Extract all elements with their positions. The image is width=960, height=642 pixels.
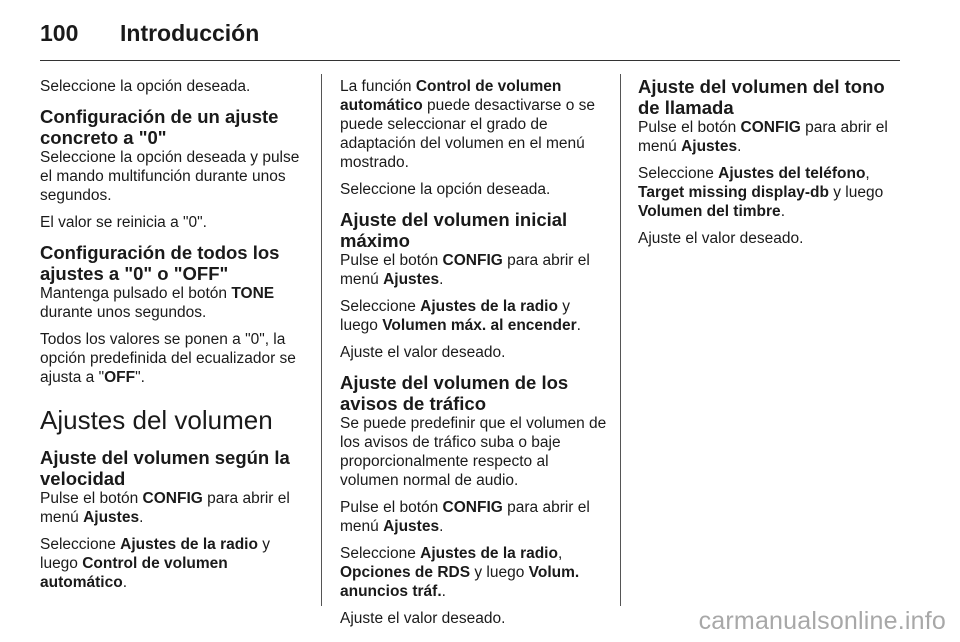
paragraph: Ajuste el valor deseado. [340,344,506,361]
button-name-tone: TONE [231,285,275,302]
heading-volumen-velocidad: Ajuste del volumen según la velocidad [40,447,290,489]
section-heading-ajustes-volumen: Ajustes del volumen [40,405,273,435]
column-1 [40,74,308,600]
page-header [40,18,900,58]
paragraph: Pulse el botón CONFIG para abrir el menú Ajustes. [40,490,290,526]
watermark: carmanualsonline.info [698,607,946,635]
paragraph: La función Control de volumen automático puede desactivarse o se puede seleccionar el grado de adaptación del volumen en el menú mostrado. [340,78,596,171]
paragraph: Ajuste el valor deseado. [638,230,804,247]
paragraph: Seleccione la opción deseada. [340,181,551,198]
paragraph: Seleccione Ajustes de la radio y luego Control de volumen automático. [40,536,271,591]
paragraph: Seleccione Ajustes de la radio, Opciones de RDS y luego Volum. anuncios tráf.. [340,545,580,600]
paragraph: Pulse el botón CONFIG para abrir el menú Ajustes. [638,119,888,155]
paragraph: Pulse el botón CONFIG para abrir el menú Ajustes. [340,252,590,288]
page-number: 100 [40,20,79,46]
value-off: OFF [104,369,136,386]
heading-todos-ajustes: Configuración de todos los ajustes a "0" o "OFF" [40,242,280,284]
paragraph: El valor se reinicia a "0". [40,214,207,231]
paragraph: Seleccione Ajustes del teléfono, Target missing display-db y luego Volumen del timbre. [638,165,884,220]
page-title: Introducción [120,20,260,46]
paragraph: Pulse el botón CONFIG para abrir el menú Ajustes. [340,499,590,535]
paragraph: Seleccione la opción deseada y pulse el mando multifunción durante unos segundos. [40,149,300,204]
heading-ajuste-concreto: Configuración de un ajuste concreto a "0" [40,106,279,148]
column-2 [340,74,608,636]
heading-volumen-inicial: Ajuste del volumen inicial máximo [340,209,568,251]
column-3 [638,74,900,256]
paragraph: Ajuste el valor deseado. [340,610,506,627]
header-rule [40,60,900,61]
column-divider [620,74,621,606]
column-divider [321,74,322,606]
paragraph: Mantenga pulsado el botón TONE durante unos segundos. [40,285,275,321]
paragraph: Seleccione la opción deseada. [40,78,251,95]
heading-tono-llamada: Ajuste del volumen del tono de llamada [638,76,885,118]
paragraph: Se puede predefinir que el volumen de los avisos de tráfico suba o baje proporcionalmente respecto al volumen normal de audio. [340,415,607,489]
paragraph: Seleccione Ajustes de la radio y luego Volumen máx. al encender. [340,298,581,334]
heading-avisos-trafico: Ajuste del volumen de los avisos de tráfico [340,372,569,414]
paragraph: Todos los valores se ponen a "0", la opción predefinida del ecualizador se ajusta a "OFF". [40,331,296,386]
